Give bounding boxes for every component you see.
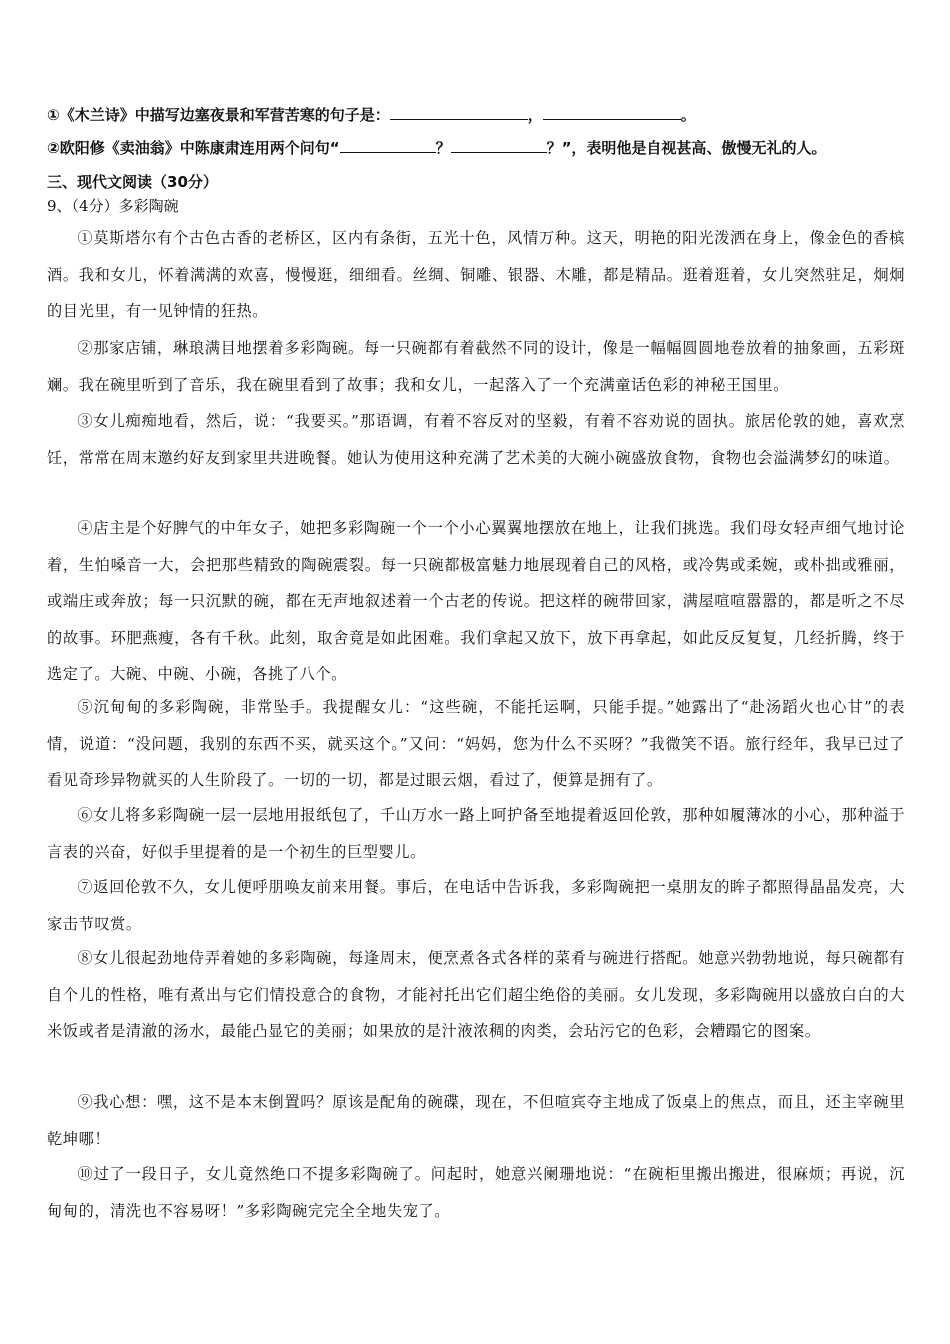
paragraph-2: ②那家店铺，琳琅满目地摆着多彩陶碗。每一只碗都有着截然不同的设计，像是一幅幅圆圆地卷放着的抽象画，五彩斑斓。我在碗里听到了音乐，我在碗里看到了故事；我和女儿，一起落入了一个充满童话色彩的神秘王国里。	[47, 339, 905, 394]
paragraph-1: ①莫斯塔尔有个古色古香的老桥区，区内有条街，五光十色，风情万种。这天，明艳的阳光泼洒在身上，像金色的香槟酒。我和女儿，怀着满满的欢喜，慢慢逛，细细看。丝绸、铜雕、银器、木雕，都是精品。逛着逛着，女儿突然驻足，炯炯的目光里，有一见钟情的狂热。	[47, 229, 905, 320]
question-2-mark: ？	[435, 139, 451, 157]
answer-blank-4	[451, 138, 547, 153]
answer-blank-1	[390, 105, 528, 120]
paragraph-8: ⑧女儿很起劲地侍弄着她的多彩陶碗，每逢周末，便烹煮各式各样的菜肴与碗进行搭配。她意兴勃勃地说，每只碗都有自个儿的性格，唯有煮出与它们情投意合的食物，才能衬托出它们超尘绝俗的美丽。女儿发现，多彩陶碗用以盛放白白的大米饭或者是清澈的汤水，最能凸显它的美丽；如果放的是汁液浓稠的肉类，会玷污它的色彩，会糟蹋它的图案。	[47, 949, 905, 1040]
question-1-text: ①《木兰诗》中描写边塞夜景和军营苦寒的句子是：	[47, 106, 390, 124]
question-2-text: ②欧阳修《卖油翁》中陈康肃连用两个问句“	[47, 139, 340, 157]
paragraph-3: ③女儿痴痴地看，然后，说：“我要买。”那语调，有着不容反对的坚毅，有着不容劝说的固执。旅居伦敦的她，喜欢烹饪，常常在周末邀约好友到家里共进晚餐。她认为使用这种充满了艺术美的大碗小碗盛放食物，食物也会溢满梦幻的味道。	[47, 412, 905, 467]
paragraph-7: ⑦返回伦敦不久，女儿便呼朋唤友前来用餐。事后，在电话中告诉我，多彩陶碗把一桌朋友的眸子都照得晶晶发亮，大家击节叹赏。	[47, 878, 905, 933]
paragraph-5: ⑤沉甸甸的多彩陶碗，非常坠手。我提醒女儿：“这些碗，不能托运啊，只能手提。”她露出了“赴汤蹈火也心甘”的表情，说道：“没问题，我别的东西不买，就买这个。”又问：“妈妈，您为什么不买呀？”我微笑不语。旅行经年，我早已过了看见奇珍异物就买的人生阶段了。一切的一切，都是过眼云烟，看过了，便算是拥有了。	[47, 698, 905, 789]
answer-blank-3	[340, 138, 436, 153]
question-2-end: ？”，表明他是自视甚高、傲慢无礼的人。	[546, 139, 827, 157]
paragraph-4: ④店主是个好脾气的中年女子，她把多彩陶碗一个一个小心翼翼地摆放在地上，让我们挑选。我们母女轻声细气地讨论着，生怕嗓音一大，会把那些精致的陶碗震裂。每一只碗都极富魅力地展现着自己的风格，或冷隽或柔婉，或朴拙或雅丽，或端庄或奔放；每一只沉默的碗，都在无声地叙述着一个古老的传说。把这样的碗带回家，满屋喧喧嚣嚣的，都是听之不尽的故事。环肥燕瘦，各有千秋。此刻，取舍竟是如此困难。我们拿起又放下，放下再拿起，如此反反复复，几经折腾，终于选定了。大碗、中碗、小碗，各挑了八个。	[47, 519, 905, 683]
section-title: 三、现代文阅读（30分）	[47, 173, 218, 191]
item-title: 9、（4分）多彩陶碗	[47, 197, 179, 215]
question-1-separator: ，	[527, 106, 543, 124]
question-1	[47, 104, 696, 125]
paragraph-6: ⑥女儿将多彩陶碗一层一层地用报纸包了，千山万水一路上呵护备至地提着返回伦敦，那种如履薄冰的小心，那种溢于言表的兴奋，好似手里提着的是一个初生的巨型婴儿。	[47, 806, 905, 861]
answer-blank-2	[543, 105, 681, 120]
paragraph-10: ⑩过了一段日子，女儿竟然绝口不提多彩陶碗了。问起时，她意兴阑珊地说：“在碗柜里搬出搬进，很麻烦；再说，沉甸甸的，清洗也不容易呀！”多彩陶碗完完全全地失宠了。	[47, 1165, 905, 1220]
paragraph-9: ⑨我心想：嘿，这不是本末倒置吗？原该是配角的碗碟，现在，不但喧宾夺主地成了饭桌上的焦点，而且，还主宰碗里乾坤哪！	[47, 1093, 905, 1148]
question-1-end: 。	[680, 106, 696, 124]
question-2	[47, 137, 826, 158]
